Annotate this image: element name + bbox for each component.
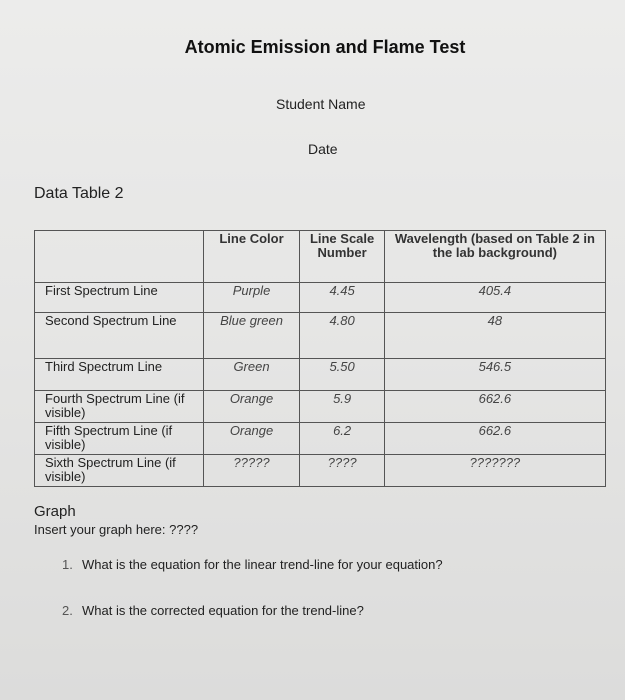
student-name-label: Student Name <box>276 96 366 112</box>
line-scale-cell: 4.45 <box>300 283 384 313</box>
row-label: Second Spectrum Line <box>35 313 204 359</box>
wavelength-cell: ??????? <box>384 455 605 487</box>
graph-prompt: Insert your graph here: ???? <box>34 522 199 537</box>
date-label: Date <box>308 141 338 157</box>
table-row <box>35 423 606 455</box>
question-text: What is the equation for the linear trend-line for your equation? <box>82 557 443 572</box>
table-row <box>35 391 606 423</box>
header-line-scale-number: Line Scale Number <box>300 231 384 283</box>
table-row <box>35 283 606 313</box>
question-2 <box>62 603 364 618</box>
line-color-cell: Purple <box>203 283 300 313</box>
line-scale-cell: 6.2 <box>300 423 384 455</box>
row-label: First Spectrum Line <box>35 283 204 313</box>
line-color-cell: Orange <box>203 423 300 455</box>
line-color-cell: Orange <box>203 391 300 423</box>
table-row <box>35 455 606 487</box>
graph-heading: Graph <box>34 503 76 520</box>
row-label: Fifth Spectrum Line (if visible) <box>35 423 204 455</box>
line-color-cell: Blue green <box>203 313 300 359</box>
line-scale-cell: 5.9 <box>300 391 384 423</box>
line-scale-cell: 5.50 <box>300 359 384 391</box>
wavelength-cell: 662.6 <box>384 423 605 455</box>
question-number: 1. <box>62 557 73 572</box>
table-row <box>35 359 606 391</box>
line-scale-cell: 4.80 <box>300 313 384 359</box>
question-number: 2. <box>62 603 73 618</box>
data-table <box>34 230 606 487</box>
header-cell <box>35 231 204 283</box>
row-label: Fourth Spectrum Line (if visible) <box>35 391 204 423</box>
wavelength-cell: 48 <box>384 313 605 359</box>
line-scale-cell: ???? <box>300 455 384 487</box>
header-line-color: Line Color <box>203 231 300 283</box>
table-row <box>35 313 606 359</box>
row-label: Third Spectrum Line <box>35 359 204 391</box>
question-text: What is the corrected equation for the trend-line? <box>82 603 364 618</box>
row-label: Sixth Spectrum Line (if visible) <box>35 455 204 487</box>
table-caption: Data Table 2 <box>34 185 124 202</box>
wavelength-cell: 405.4 <box>384 283 605 313</box>
line-color-cell: ????? <box>203 455 300 487</box>
wavelength-cell: 662.6 <box>384 391 605 423</box>
line-color-cell: Green <box>203 359 300 391</box>
table-header-row <box>35 231 606 283</box>
header-wavelength: Wavelength (based on Table 2 in the lab background) <box>384 231 605 283</box>
page-title: Atomic Emission and Flame Test <box>184 37 466 57</box>
question-1 <box>62 557 443 572</box>
wavelength-cell: 546.5 <box>384 359 605 391</box>
